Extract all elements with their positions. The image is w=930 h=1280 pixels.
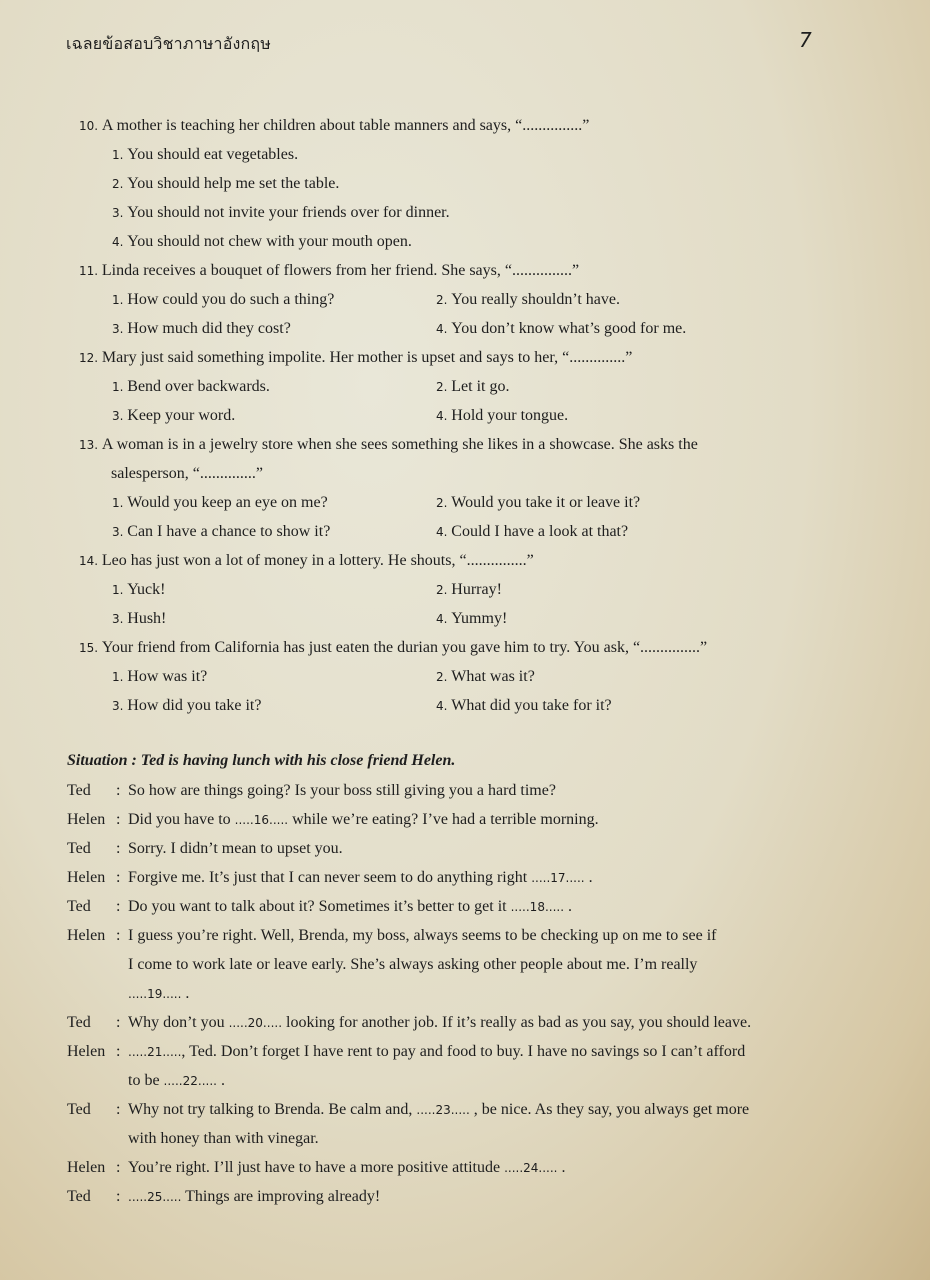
item-number: 3.: [112, 612, 128, 626]
dialogue-text: .: [181, 985, 190, 1002]
item-text: You don’t know what’s good for me.: [451, 320, 687, 337]
item-number: 2.: [436, 380, 452, 394]
dialogue-line: [128, 1071, 225, 1091]
item-number: 3.: [112, 409, 128, 423]
dialogue-colon: :: [116, 869, 121, 886]
item-text: Your friend from California has just eaten the durian you gave him to try. You ask, “...............”: [101, 639, 708, 656]
dialogue-line: [128, 1129, 319, 1149]
dialogue-text: I guess you’re right. Well, Brenda, my boss, always seems to be checking up on me to see if: [128, 927, 717, 944]
item-text: Could I have a look at that?: [451, 523, 629, 540]
situation-heading: Situation : Ted is having lunch with his close friend Helen.: [67, 752, 456, 769]
answer-option: [112, 203, 450, 223]
item-number: 12.: [79, 351, 102, 365]
item-number: 3.: [112, 525, 128, 539]
answer-blank: .....22.....: [163, 1074, 217, 1088]
dialogue-text: while we’re eating? I’ve had a terrible morning.: [288, 811, 599, 828]
answer-option: [112, 609, 166, 629]
dialogue-text: Why don’t you: [128, 1014, 229, 1031]
item-number: 1.: [112, 293, 128, 307]
answer-option: [112, 232, 412, 252]
answer-option: [112, 696, 261, 716]
item-text: How did you take it?: [127, 697, 262, 714]
dialogue-text: .: [557, 1159, 566, 1176]
answer-option: [436, 522, 628, 542]
item-text: Hush!: [127, 610, 167, 627]
item-text: Yuck!: [127, 581, 166, 598]
item-text: Can I have a chance to show it?: [127, 523, 331, 540]
dialogue-colon: :: [116, 927, 121, 944]
answer-option: [436, 406, 568, 426]
item-number: 2.: [436, 670, 452, 684]
answer-option: [112, 493, 328, 513]
item-number: 1.: [112, 670, 128, 684]
item-number: 11.: [79, 264, 102, 278]
item-number: 3.: [112, 322, 128, 336]
item-text: How could you do such a thing?: [127, 291, 335, 308]
dialogue-text: .: [564, 898, 573, 915]
answer-blank: .....23.....: [416, 1103, 470, 1117]
item-number: 1.: [112, 148, 128, 162]
dialogue-text: Do you want to talk about it? Sometimes it’s better to get it: [128, 898, 511, 915]
answer-option: [112, 580, 165, 600]
dialogue-colon: :: [116, 898, 121, 915]
question-stem: [79, 435, 698, 455]
item-number: 4.: [436, 409, 452, 423]
item-number: 2.: [436, 496, 452, 510]
item-number: 2.: [112, 177, 128, 191]
dialogue-text: Things are improving already!: [181, 1188, 381, 1205]
item-number: 15.: [79, 641, 102, 655]
question-stem: [79, 116, 589, 136]
dialogue-colon: :: [116, 1043, 121, 1060]
dialogue-speaker: Helen: [67, 869, 106, 886]
item-number: 2.: [436, 583, 452, 597]
header-title: เฉลยข้อสอบวิชาภาษาอังกฤษ: [66, 34, 272, 53]
dialogue-colon: :: [116, 782, 121, 799]
dialogue-line: [128, 984, 189, 1004]
answer-blank: .....24.....: [504, 1161, 558, 1175]
dialogue-text: Why not try talking to Brenda. Be calm and,: [128, 1101, 417, 1118]
answer-option: [436, 290, 620, 310]
item-text: Let it go.: [451, 378, 510, 395]
answer-blank: .....19.....: [128, 987, 182, 1001]
answer-blank: .....17.....: [531, 871, 585, 885]
item-text: How much did they cost?: [127, 320, 291, 337]
answer-option: [436, 319, 686, 339]
answer-option: [112, 522, 330, 542]
item-number: 4.: [436, 322, 452, 336]
answer-option: [112, 290, 334, 310]
answer-option: [436, 667, 535, 687]
answer-option: [112, 319, 291, 339]
question-stem: [79, 261, 579, 281]
item-text: Linda receives a bouquet of flowers from her friend. She says, “...............”: [101, 262, 580, 279]
dialogue-line: [128, 955, 697, 975]
item-number: 3.: [112, 206, 128, 220]
dialogue-line: [128, 1158, 566, 1178]
item-text: Hold your tongue.: [451, 407, 569, 424]
dialogue-line: [128, 810, 599, 830]
item-text: Would you keep an eye on me?: [127, 494, 328, 511]
dialogue-colon: :: [116, 1188, 121, 1205]
dialogue-text: .: [216, 1072, 225, 1089]
dialogue-colon: :: [116, 1159, 121, 1176]
question-stem: [79, 348, 632, 368]
dialogue-speaker: Helen: [67, 1159, 106, 1176]
dialogue-colon: :: [116, 1101, 121, 1118]
item-text: Hurray!: [451, 581, 502, 598]
answer-option: [112, 406, 235, 426]
dialogue-text: You’re right. I’ll just have to have a more positive attitude: [128, 1159, 505, 1176]
answer-option: [112, 174, 339, 194]
dialogue-line: [128, 868, 593, 888]
item-text: Would you take it or leave it?: [451, 494, 641, 511]
dialogue-colon: :: [116, 1014, 121, 1031]
item-text: You should not chew with your mouth open.: [127, 233, 412, 250]
dialogue-line: [128, 1013, 751, 1033]
answer-option: [112, 667, 207, 687]
item-number: 13.: [79, 438, 102, 452]
answer-option: [436, 493, 640, 513]
answer-option: [112, 377, 270, 397]
dialogue-colon: :: [116, 840, 121, 857]
dialogue-speaker: Ted: [67, 898, 91, 915]
answer-blank: .....25.....: [128, 1190, 182, 1204]
answer-blank: .....21.....: [128, 1045, 182, 1059]
item-number: 2.: [436, 293, 452, 307]
dialogue-speaker: Helen: [67, 927, 106, 944]
item-number: 10.: [79, 119, 102, 133]
dialogue-line: [128, 1187, 380, 1207]
item-text: You should help me set the table.: [127, 175, 340, 192]
dialogue-line: [128, 1042, 745, 1062]
answer-blank: .....18.....: [510, 900, 565, 914]
dialogue-text: , be nice. As they say, you always get more: [469, 1101, 750, 1118]
dialogue-text: So how are things going? Is your boss still giving you a hard time?: [128, 782, 556, 799]
item-number: 1.: [112, 496, 128, 510]
item-number: 4.: [112, 235, 128, 249]
item-text: What did you take for it?: [451, 697, 612, 714]
dialogue-text: looking for another job. If it’s really as bad as you say, you should leave.: [282, 1014, 752, 1031]
item-text: You should not invite your friends over for dinner.: [127, 204, 450, 221]
answer-option: [112, 145, 298, 165]
dialogue-speaker: Ted: [67, 1101, 91, 1118]
item-text: You should eat vegetables.: [127, 146, 299, 163]
dialogue-line: [128, 781, 556, 801]
dialogue-speaker: Ted: [67, 1014, 91, 1031]
dialogue-text: Sorry. I didn’t mean to upset you.: [128, 840, 343, 857]
question-stem: [79, 551, 534, 571]
dialogue-text: I come to work late or leave early. She’s always asking other people about me. I’m really: [128, 956, 698, 973]
item-number: 4.: [436, 699, 452, 713]
item-number: 1.: [112, 380, 128, 394]
item-number: 3.: [112, 699, 128, 713]
dialogue-line: [128, 1100, 749, 1120]
item-number: 4.: [436, 525, 452, 539]
dialogue-text: , Ted. Don’t forget I have rent to pay and food to buy. I have no savings so I can’t afford: [181, 1043, 746, 1060]
item-number: 14.: [79, 554, 102, 568]
answer-option: [436, 696, 612, 716]
item-text: Yummy!: [451, 610, 508, 627]
item-text: A mother is teaching her children about table manners and says, “...............”: [101, 117, 590, 134]
dialogue-text: .: [584, 869, 593, 886]
item-text: A woman is in a jewelry store when she sees something she likes in a showcase. She asks the: [101, 436, 698, 453]
answer-blank: .....16.....: [234, 813, 289, 827]
dialogue-line: [128, 897, 572, 917]
answer-blank: .....20.....: [228, 1016, 283, 1030]
item-text: Mary just said something impolite. Her mother is upset and says to her, “..............”: [101, 349, 633, 366]
item-text: Bend over backwards.: [127, 378, 270, 395]
answer-option: [436, 580, 502, 600]
dialogue-speaker: Helen: [67, 811, 106, 828]
dialogue-text: Forgive me. It’s just that I can never seem to do anything right: [128, 869, 532, 886]
dialogue-speaker: Ted: [67, 840, 91, 857]
dialogue-colon: :: [116, 811, 121, 828]
answer-option: [436, 377, 509, 397]
dialogue-text: with honey than with vinegar.: [128, 1130, 319, 1147]
question-stem: [79, 638, 707, 658]
dialogue-speaker: Ted: [67, 782, 91, 799]
dialogue-line: [128, 926, 717, 946]
item-number: 1.: [112, 583, 128, 597]
item-text: You really shouldn’t have.: [451, 291, 620, 308]
item-text: Keep your word.: [127, 407, 236, 424]
dialogue-line: [128, 839, 343, 859]
item-number: 4.: [436, 612, 452, 626]
item-text: How was it?: [127, 668, 208, 685]
dialogue-text: Did you have to: [128, 811, 235, 828]
question-stem-continued: salesperson, “..............”: [111, 465, 263, 482]
answer-option: [436, 609, 507, 629]
dialogue-text: to be: [128, 1072, 164, 1089]
dialogue-speaker: Helen: [67, 1043, 106, 1060]
page-number: 7: [799, 28, 812, 52]
item-text: Leo has just won a lot of money in a lottery. He shouts, “...............”: [101, 552, 534, 569]
dialogue-speaker: Ted: [67, 1188, 91, 1205]
item-text: What was it?: [451, 668, 535, 685]
